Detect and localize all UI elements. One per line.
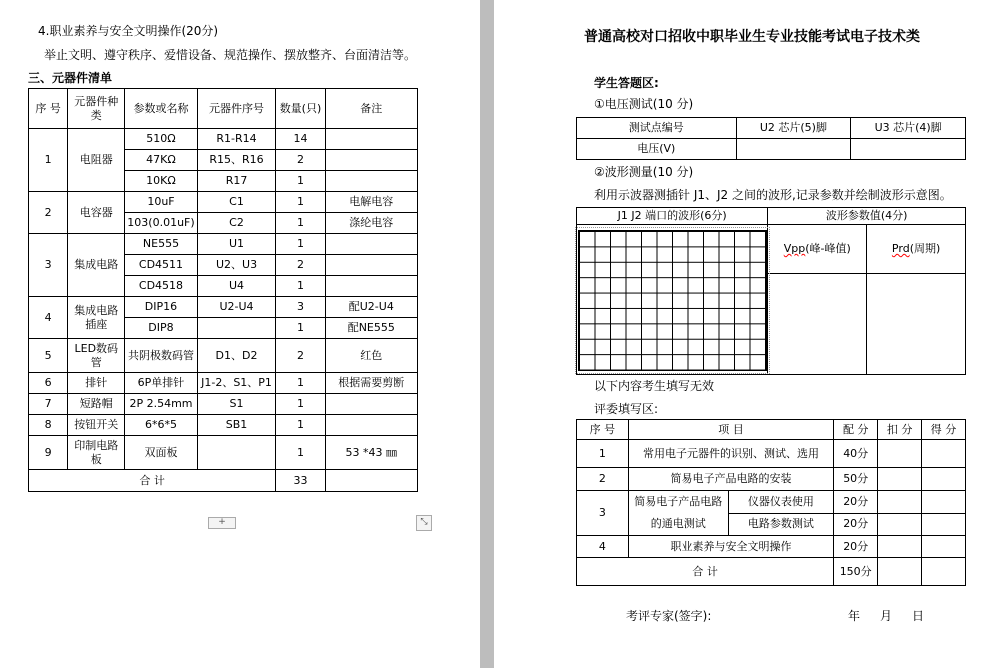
- score-header-item: 项 目: [628, 420, 833, 440]
- wave-title: ②波形测量(10 分): [594, 165, 694, 179]
- component-qty: 3: [276, 297, 325, 318]
- table-row: [29, 234, 418, 255]
- component-qty: 1: [276, 373, 325, 394]
- score-total-label: 合 计: [577, 558, 834, 586]
- component-type: 印制电路板: [68, 436, 125, 470]
- score-get-cell[interactable]: [922, 491, 966, 514]
- components-header-param: 参数或名称: [125, 89, 197, 129]
- section-title: 三、元器件清单: [28, 71, 113, 85]
- score-subrow-item: 电路参数测试: [728, 513, 834, 536]
- score-row-points: 40分: [834, 440, 878, 468]
- score-deduct-cell[interactable]: [878, 440, 922, 468]
- component-type: 集成电路插座: [68, 297, 125, 339]
- voltage-table: [576, 117, 966, 160]
- component-qty: 1: [276, 213, 325, 234]
- score-row-points: 20分: [834, 536, 878, 558]
- component-ref: J1-2、S1、P1: [197, 373, 276, 394]
- page-gap: [480, 0, 494, 668]
- components-total-note: [325, 470, 417, 492]
- item4-text: 举止文明、遵守秩序、爱惜设备、规范操作、摆放整齐、台面清洁等。: [44, 48, 417, 62]
- component-ref: SB1: [197, 415, 276, 436]
- score-header-deduct: 扣 分: [878, 420, 922, 440]
- score-get-cell[interactable]: [922, 468, 966, 491]
- voltage-header-u2: U2 芯片(5)脚: [736, 118, 851, 139]
- component-qty: 1: [276, 318, 325, 339]
- component-qty: 1: [276, 276, 325, 297]
- table-row: [29, 339, 418, 373]
- component-type: 排针: [68, 373, 125, 394]
- component-qty: 2: [276, 255, 325, 276]
- component-note: [325, 150, 417, 171]
- component-param: 47KΩ: [125, 150, 197, 171]
- vpp-header: [768, 225, 867, 274]
- component-note: [325, 129, 417, 150]
- component-qty: 1: [276, 192, 325, 213]
- doc-title: 普通高校对口招收中职毕业生专业技能考试电子技术类: [584, 29, 920, 45]
- wave-header-left: J1 J2 端口的波形(6分): [577, 208, 768, 225]
- table-row: [29, 373, 418, 394]
- item4-title: 4.职业素养与安全文明操作(20分): [38, 24, 219, 38]
- components-header-ref: 元器件序号: [197, 89, 276, 129]
- component-qty: 14: [276, 129, 325, 150]
- component-type: LED数码管: [68, 339, 125, 373]
- score-total-deduct-cell[interactable]: [878, 558, 922, 586]
- components-header-qty: 数量(只): [276, 89, 325, 129]
- component-no: 6: [29, 373, 68, 394]
- component-note: 涤纶电容: [325, 213, 417, 234]
- table-row: [29, 192, 418, 213]
- component-qty: 1: [276, 394, 325, 415]
- vpp-suffix: (峰-峰值): [805, 242, 851, 255]
- right-page: [494, 0, 1000, 668]
- score-deduct-cell[interactable]: [878, 536, 922, 558]
- voltage-header-point: 测试点编号: [577, 118, 737, 139]
- score-deduct-cell[interactable]: [878, 491, 922, 514]
- components-header-no: 序 号: [29, 89, 68, 129]
- component-ref: [197, 318, 276, 339]
- invalid-note: 以下内容考生填写无效: [594, 379, 715, 393]
- score-total-points: 150分: [834, 558, 878, 586]
- prd-suffix: (周期): [909, 242, 941, 255]
- component-ref: [197, 436, 276, 470]
- component-param: 10uF: [125, 192, 197, 213]
- component-type: 短路帽: [68, 394, 125, 415]
- component-qty: 1: [276, 415, 325, 436]
- score-deduct-cell[interactable]: [878, 513, 922, 536]
- component-note: 配NE555: [325, 318, 417, 339]
- wave-header-right: 波形参数值(4分): [768, 208, 966, 225]
- left-page: [0, 0, 480, 668]
- component-param: DIP16: [125, 297, 197, 318]
- answer-area-label: 学生答题区:: [594, 76, 659, 90]
- voltage-u2-cell[interactable]: [736, 139, 851, 160]
- component-note: 根据需要剪断: [325, 373, 417, 394]
- component-no: 4: [29, 297, 68, 339]
- prd-header: [867, 225, 966, 274]
- component-ref: S1: [197, 394, 276, 415]
- component-type: 集成电路: [68, 234, 125, 297]
- score-header-points: 配 分: [834, 420, 878, 440]
- component-qty: 1: [276, 171, 325, 192]
- vpp-value-cell[interactable]: [768, 274, 867, 375]
- component-qty: 2: [276, 339, 325, 373]
- table-row: [29, 394, 418, 415]
- prd-label: Prd: [891, 242, 910, 255]
- component-ref: R17: [197, 171, 276, 192]
- component-param: 6*6*5: [125, 415, 197, 436]
- judge-area-label: 评委填写区:: [594, 402, 659, 416]
- component-param: 10KΩ: [125, 171, 197, 192]
- component-note: 电解电容: [325, 192, 417, 213]
- component-ref: U2、U3: [197, 255, 276, 276]
- component-qty: 1: [276, 436, 325, 470]
- score-row-item: 简易电子产品电路的安装: [628, 468, 833, 491]
- component-note: 红色: [325, 339, 417, 373]
- table-row: [29, 436, 418, 470]
- score-row-no: 1: [577, 440, 629, 468]
- component-param: 共阴极数码管: [125, 339, 197, 373]
- vpp-label: Vpp: [783, 242, 806, 255]
- signature-label: 考评专家(签字):: [626, 609, 712, 623]
- component-no: 8: [29, 415, 68, 436]
- component-qty: 1: [276, 234, 325, 255]
- add-row-button[interactable]: +: [208, 517, 236, 529]
- score-subrow-item: 仪器仪表使用: [728, 491, 834, 514]
- component-param: 103(0.01uF): [125, 213, 197, 234]
- score-row-points: 20分: [834, 513, 878, 536]
- score-table: [576, 419, 966, 586]
- table-row: [29, 415, 418, 436]
- score-row-no: 4: [577, 536, 629, 558]
- component-note: [325, 276, 417, 297]
- score-row-points: 20分: [834, 491, 878, 514]
- component-ref: U4: [197, 276, 276, 297]
- component-note: [325, 255, 417, 276]
- component-no: 9: [29, 436, 68, 470]
- component-note: [325, 394, 417, 415]
- score-get-cell[interactable]: [922, 440, 966, 468]
- component-qty: 2: [276, 150, 325, 171]
- component-no: 7: [29, 394, 68, 415]
- component-ref: C1: [197, 192, 276, 213]
- component-param: 2P 2.54mm: [125, 394, 197, 415]
- voltage-title: ①电压测试(10 分): [594, 97, 694, 111]
- date-day: 日: [912, 609, 925, 623]
- component-note: 配U2-U4: [325, 297, 417, 318]
- component-ref: R15、R16: [197, 150, 276, 171]
- component-param: 6P单排针: [125, 373, 197, 394]
- component-ref: U2-U4: [197, 297, 276, 318]
- component-no: 1: [29, 129, 68, 192]
- score-row-no: 2: [577, 468, 629, 491]
- components-table: [28, 88, 418, 492]
- voltage-row-label: 电压(V): [577, 139, 737, 160]
- date-year: 年: [848, 609, 861, 623]
- components-header-note: 备注: [325, 89, 417, 129]
- score-deduct-cell[interactable]: [878, 468, 922, 491]
- component-ref: D1、D2: [197, 339, 276, 373]
- component-no: 5: [29, 339, 68, 373]
- component-ref: R1-R14: [197, 129, 276, 150]
- date-month: 月: [880, 609, 893, 623]
- components-total-label: 合 计: [29, 470, 276, 492]
- score-header-get: 得 分: [922, 420, 966, 440]
- component-note: [325, 171, 417, 192]
- score-get-cell[interactable]: [922, 536, 966, 558]
- component-type: 电阻器: [68, 129, 125, 192]
- component-type: 按钮开关: [68, 415, 125, 436]
- score-total-get-cell[interactable]: [922, 558, 966, 586]
- score-row-item: 职业素养与安全文明操作: [628, 536, 833, 558]
- component-note: 53 *43 ㎜: [325, 436, 417, 470]
- score-header-no: 序 号: [577, 420, 629, 440]
- voltage-header-u3: U3 芯片(4)脚: [851, 118, 966, 139]
- component-note: [325, 234, 417, 255]
- prd-value-cell[interactable]: [867, 274, 966, 375]
- component-param: DIP8: [125, 318, 197, 339]
- score-row-item: 常用电子元器件的识别、测试、选用: [628, 440, 833, 468]
- component-ref: U1: [197, 234, 276, 255]
- oscilloscope-grid: [578, 230, 767, 371]
- score-get-cell[interactable]: [922, 513, 966, 536]
- component-param: CD4518: [125, 276, 197, 297]
- components-total-qty: 33: [276, 470, 325, 492]
- component-note: [325, 415, 417, 436]
- component-param: CD4511: [125, 255, 197, 276]
- score-row-points: 50分: [834, 468, 878, 491]
- table-row: [29, 129, 418, 150]
- voltage-u3-cell[interactable]: [851, 139, 966, 160]
- components-header-type: 元器件种类: [68, 89, 125, 129]
- component-param: 510Ω: [125, 129, 197, 150]
- component-param: 双面板: [125, 436, 197, 470]
- wave-desc: 利用示波器测插针 J1、J2 之间的波形,记录参数并绘制波形示意图。: [594, 188, 952, 202]
- score-row-item: 简易电子产品电路的通电测试: [628, 491, 728, 536]
- component-no: 2: [29, 192, 68, 234]
- component-param: NE555: [125, 234, 197, 255]
- table-row: [29, 297, 418, 318]
- component-no: 3: [29, 234, 68, 297]
- component-type: 电容器: [68, 192, 125, 234]
- component-ref: C2: [197, 213, 276, 234]
- score-row-no: 3: [577, 491, 629, 536]
- table-resize-handle[interactable]: ⤡: [416, 515, 432, 531]
